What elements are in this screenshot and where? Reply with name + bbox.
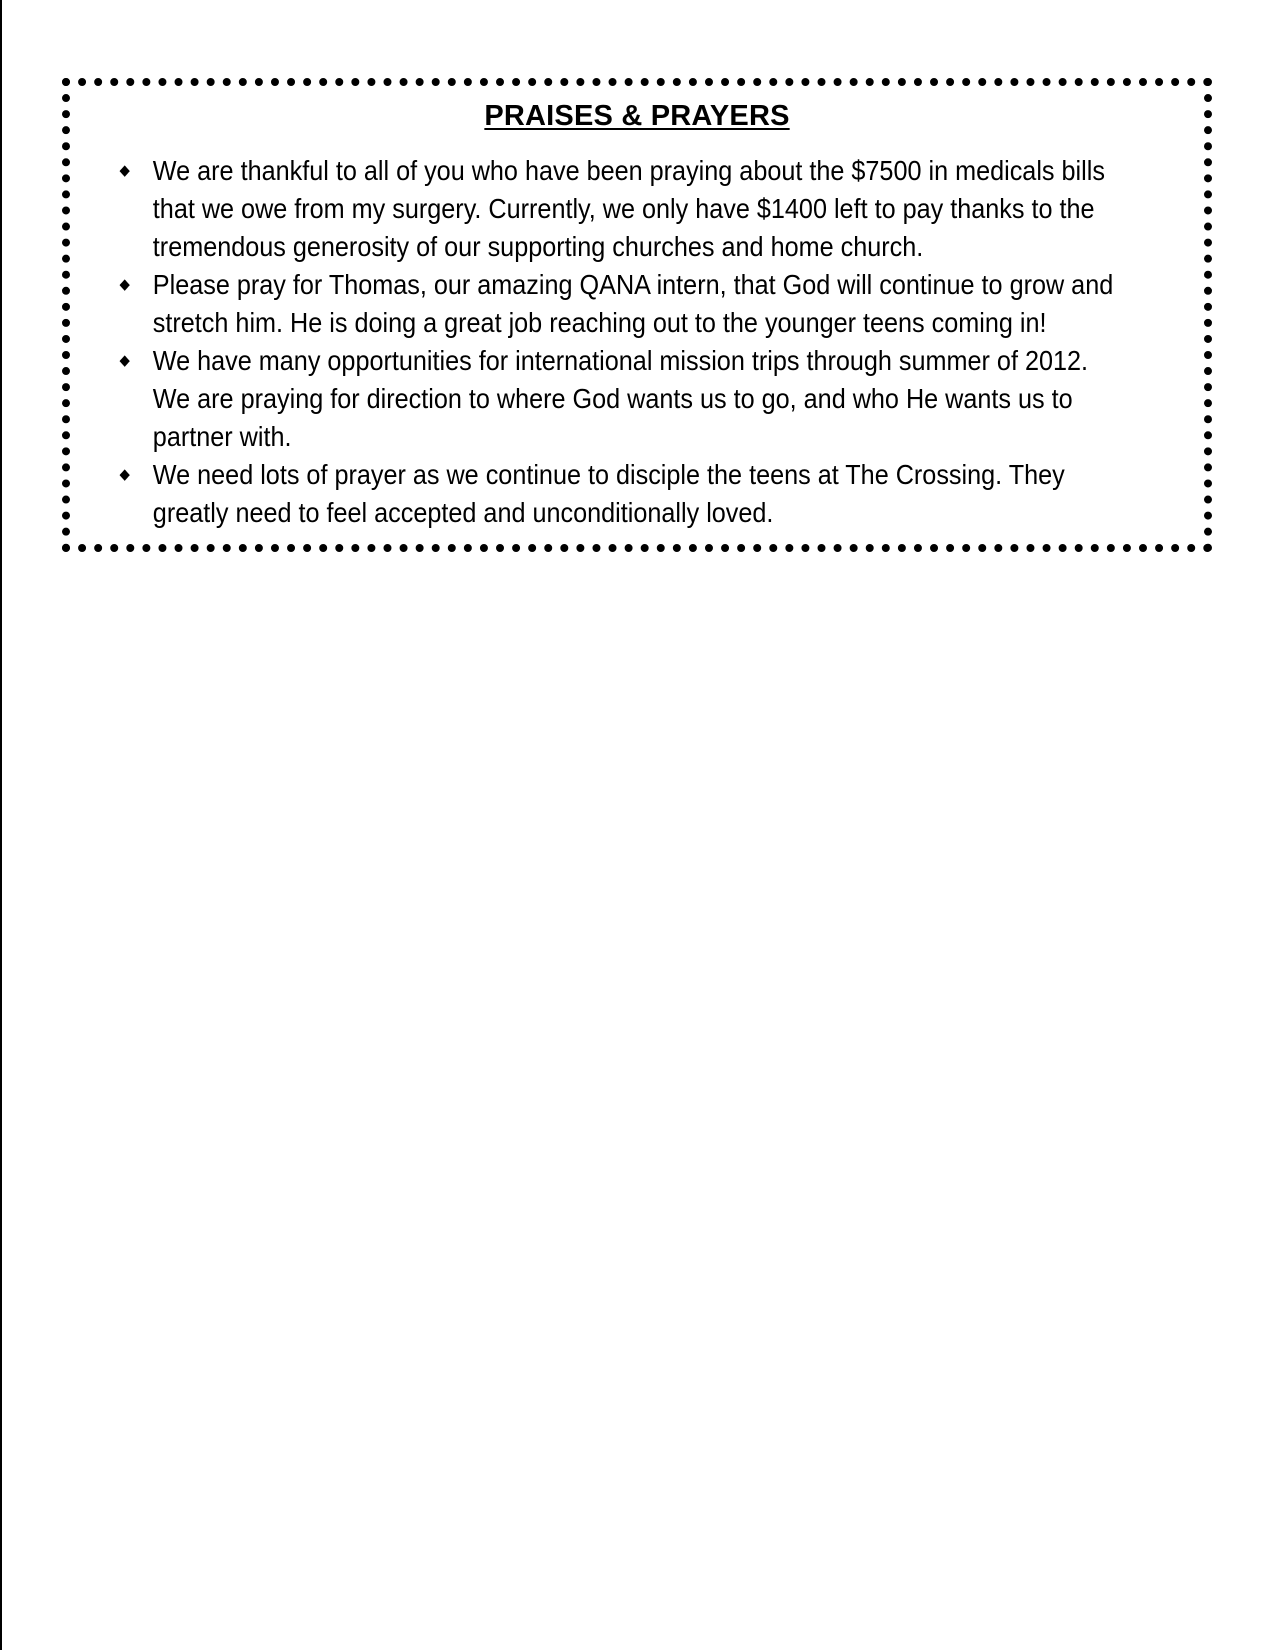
list-item xyxy=(70,266,1132,342)
page-left-edge xyxy=(0,0,2,1650)
diamond-bullet-icon: ◆ xyxy=(119,162,130,179)
list-item-text: We need lots of prayer as we continue to disciple the teens at The Crossing. They greatly need to feel accepted and unconditionally loved. xyxy=(152,459,1065,528)
list-item xyxy=(70,456,1132,532)
diamond-bullet-icon: ◆ xyxy=(119,466,130,483)
list-item-text: We have many opportunities for international mission trips through summer of 2012. We are praying for direction to where God wants us to go, and who He wants us to partner with. xyxy=(152,345,1089,452)
list-item-text: We are thankful to all of you who have been praying about the $7500 in medicals bills that we owe from my surgery. Currently, we only have $1400 left to pay thanks to the tremendous generosity of our supporting churches and home church. xyxy=(152,155,1105,262)
diamond-bullet-icon: ◆ xyxy=(119,352,130,369)
diamond-bullet-icon: ◆ xyxy=(119,276,130,293)
prayer-list xyxy=(70,152,1204,532)
box-title: PRAISES & PRAYERS xyxy=(484,100,790,132)
list-item xyxy=(70,342,1132,456)
list-item xyxy=(70,152,1132,266)
praises-prayers-box xyxy=(62,78,1212,552)
list-item-text: Please pray for Thomas, our amazing QANA intern, that God will continue to grow and stretch him. He is doing a great job reaching out to the younger teens coming in! xyxy=(152,269,1114,338)
